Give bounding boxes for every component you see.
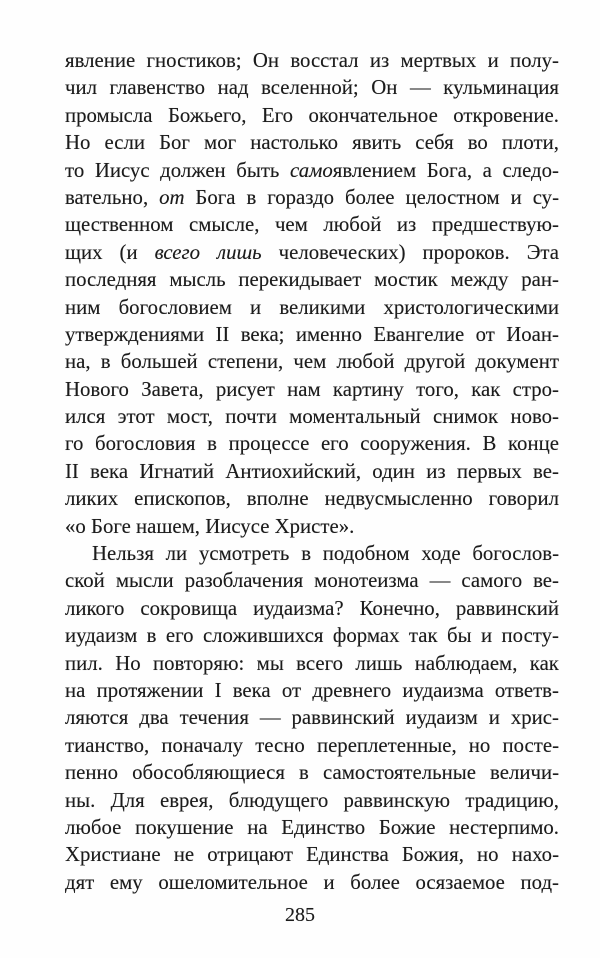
word: Евангелие: [373, 322, 465, 346]
word: два: [139, 706, 169, 730]
word: из: [426, 459, 446, 483]
italic-text: лишь: [217, 240, 262, 264]
text-line: [65, 157, 559, 184]
word: I: [214, 678, 222, 702]
word: христологическими: [383, 295, 559, 319]
word: древнего: [312, 678, 392, 702]
word: ли: [165, 542, 188, 566]
word: наблюдаем,: [414, 651, 518, 675]
word: формах: [332, 624, 400, 648]
word: пророков.: [422, 240, 510, 264]
text-line: [65, 622, 559, 649]
text-line: [65, 47, 559, 74]
word: богословия: [95, 432, 196, 456]
word: ве-: [533, 569, 559, 593]
word: во: [467, 131, 488, 155]
word: следо-: [502, 158, 559, 182]
word: гностиков;: [146, 49, 242, 72]
page-number: 285: [285, 904, 315, 926]
text-line: [65, 567, 559, 594]
word: богословием: [118, 295, 232, 319]
word: первых: [456, 459, 522, 483]
text-line: [65, 787, 559, 814]
word: ран-: [521, 268, 559, 292]
word: [217, 239, 262, 266]
word: Игнатий: [139, 459, 215, 483]
text-line: [65, 403, 559, 430]
word: нестерпимо.: [449, 815, 559, 839]
word: отрицают: [207, 843, 293, 867]
word: более: [344, 185, 395, 209]
word: от: [475, 322, 495, 346]
word: II: [65, 459, 79, 483]
word: повторяю:: [152, 651, 245, 675]
word: раввинский: [455, 596, 559, 620]
word: мысль: [169, 268, 226, 292]
word: гораздо: [267, 185, 335, 209]
word: от: [281, 678, 302, 702]
word: должен: [160, 158, 226, 182]
word: утверждениями: [65, 322, 205, 346]
word: мысли: [115, 569, 174, 593]
word: мостик: [374, 268, 438, 292]
word: именно: [295, 322, 363, 346]
word: недвусмысленно: [324, 487, 473, 511]
word: моментальный: [289, 405, 421, 429]
word: Иисусе: [205, 514, 270, 538]
word: века: [90, 459, 129, 483]
word: промысла: [65, 103, 153, 127]
text-line: [65, 266, 559, 293]
word: Он: [371, 76, 398, 100]
word: посте-: [502, 733, 559, 757]
word: ляются: [65, 706, 129, 730]
word: Христе».: [274, 514, 355, 538]
word: Бога,: [426, 158, 473, 182]
word: над: [217, 76, 249, 100]
text-line: [65, 677, 559, 704]
word: —: [429, 569, 451, 593]
word: этот: [117, 405, 155, 429]
word: ны.: [65, 788, 96, 812]
word: богослов-: [472, 542, 559, 566]
word: и: [487, 49, 499, 72]
word: Иоан-: [506, 322, 559, 346]
word: дят: [65, 870, 95, 894]
word: в: [246, 185, 257, 209]
word: бы: [447, 624, 472, 648]
word: в: [100, 350, 111, 374]
word: восстал: [290, 49, 359, 72]
word: последняя: [65, 268, 157, 292]
word: иудаизм: [405, 706, 478, 730]
word: не: [173, 843, 195, 867]
word: предшествую-: [431, 213, 559, 237]
word: кульминация: [443, 76, 559, 100]
word: щих: [65, 240, 103, 264]
word: Эта: [526, 240, 559, 264]
italic-text: само: [290, 158, 333, 182]
text-line: [65, 129, 559, 156]
word: протяжении: [96, 678, 204, 702]
word: щественном: [65, 213, 174, 237]
word: самого: [461, 569, 523, 593]
text-line: [65, 869, 559, 896]
word: любой: [323, 213, 382, 237]
word: II: [215, 322, 230, 346]
word: целостном: [405, 185, 500, 209]
word: Единство: [281, 815, 366, 839]
word: документ: [475, 350, 559, 374]
word: ошеломительное: [158, 870, 308, 894]
word: величи-: [490, 761, 559, 785]
word: тианство,: [65, 733, 150, 757]
word: тесно: [255, 733, 305, 757]
word: Конечно,: [359, 596, 440, 620]
text-line: [65, 211, 559, 238]
word: чем: [293, 350, 327, 374]
word: Антиохийский,: [225, 459, 362, 483]
word: ликого: [65, 596, 125, 620]
word: иудаизма?: [253, 596, 344, 620]
text-line: [65, 540, 559, 567]
word: Нового: [65, 377, 129, 401]
word: Божие: [378, 815, 436, 839]
word: —: [259, 706, 281, 730]
word: Бога: [195, 185, 236, 209]
word: чем: [274, 213, 308, 237]
word: епископов,: [134, 487, 231, 511]
word: Единства: [306, 843, 389, 867]
word: Его: [261, 103, 294, 127]
text-line: [65, 513, 559, 540]
word: в: [299, 761, 309, 785]
word: и: [323, 870, 335, 894]
word: Нельзя: [92, 542, 154, 566]
word: иудаизма: [402, 678, 484, 702]
word: Боге: [91, 514, 131, 538]
word: пенно: [65, 761, 119, 785]
text-line: [65, 74, 559, 101]
text-line: [65, 759, 559, 786]
word: нахо-: [511, 843, 559, 867]
word: главенство: [109, 76, 206, 100]
text-line: [65, 841, 559, 868]
word: но: [468, 733, 491, 757]
word: мертвых: [400, 49, 477, 72]
word: стро-: [512, 377, 559, 401]
word: человеческих): [278, 240, 406, 264]
text-line: [65, 348, 559, 375]
word: всего: [296, 651, 343, 675]
text-line: [65, 239, 559, 266]
word: еврея,: [159, 788, 214, 812]
word: ился: [65, 405, 106, 429]
word: его: [165, 624, 194, 648]
word: су-: [532, 185, 559, 209]
text-line: [65, 650, 559, 677]
word: более: [350, 870, 400, 894]
word: большей: [120, 350, 198, 374]
word: иудаизм: [65, 624, 138, 648]
word: как: [529, 651, 559, 675]
word: Он: [252, 49, 280, 72]
word: усмотреть: [198, 542, 290, 566]
word: раввинскую: [343, 788, 451, 812]
text-line: [65, 458, 559, 485]
word: Но: [115, 651, 141, 675]
word: осязаемое: [415, 870, 505, 894]
word: лишь: [355, 651, 403, 675]
word: ской: [65, 569, 105, 593]
italic-text: от: [159, 185, 185, 209]
text-line: [65, 704, 559, 731]
word: один: [372, 459, 415, 483]
word: чил: [65, 76, 97, 100]
word: вательно,: [65, 185, 149, 209]
word: Бог: [159, 131, 190, 155]
word: то: [65, 158, 85, 182]
word: ново-: [510, 405, 559, 429]
word: покушение: [135, 815, 234, 839]
word: окончательное: [308, 103, 438, 127]
word: ликих: [65, 487, 119, 511]
word: В: [482, 432, 497, 456]
word: сокровища: [140, 596, 238, 620]
word: мост,: [166, 405, 213, 429]
word: а: [482, 158, 492, 182]
word: Иисус: [94, 158, 150, 182]
text-line: [65, 102, 559, 129]
word: так: [408, 624, 438, 648]
word: самостоятельные: [323, 761, 476, 785]
word: вполне: [246, 487, 309, 511]
word: обособляющиеся: [132, 761, 285, 785]
word: сложившихся: [202, 624, 324, 648]
word: степени,: [207, 350, 284, 374]
word: говорил: [488, 487, 559, 511]
word: нам: [287, 377, 321, 401]
word: [155, 239, 200, 266]
word: как: [471, 377, 501, 401]
word: самоявлением: [290, 158, 417, 182]
word: раввинский: [291, 706, 395, 730]
word: переплетенные,: [316, 733, 457, 757]
text-line: [65, 184, 559, 211]
text-line: [65, 294, 559, 321]
word: сооружения.: [360, 432, 471, 456]
italic-text: всего: [154, 240, 201, 264]
word: смысле,: [188, 213, 260, 237]
word: и: [488, 706, 500, 730]
word: в: [207, 432, 217, 456]
word: ним: [65, 295, 101, 319]
word: [159, 184, 184, 211]
text-line: [65, 376, 559, 403]
word: Христиане: [65, 843, 161, 867]
word: откровение.: [453, 103, 559, 127]
word: явление: [65, 49, 136, 72]
word: в: [146, 624, 157, 648]
word: традицию,: [465, 788, 559, 812]
word: в: [301, 542, 312, 566]
word: из: [396, 213, 417, 237]
word: из: [369, 49, 390, 72]
text-line: [65, 485, 559, 512]
text-line: [65, 321, 559, 348]
word: «о: [65, 514, 86, 538]
word: любой: [336, 350, 395, 374]
word: явить: [352, 131, 402, 155]
word: (и: [119, 240, 138, 264]
word: ве-: [533, 459, 559, 483]
word: ответв-: [494, 678, 559, 702]
word: снимок: [433, 405, 499, 429]
word: на: [65, 678, 86, 702]
word: великими: [279, 295, 366, 319]
word: века: [232, 678, 271, 702]
word: и: [510, 185, 522, 209]
word: того,: [416, 377, 459, 401]
word: и: [480, 624, 493, 648]
word: перекидывает: [238, 268, 362, 292]
word: плоти,: [501, 131, 559, 155]
word: подобном: [322, 542, 410, 566]
word: посту-: [501, 624, 559, 648]
word: процессе: [228, 432, 310, 456]
word: между: [450, 268, 509, 292]
word: вселенной;: [261, 76, 359, 100]
word: любое: [65, 815, 122, 839]
word: на: [247, 815, 268, 839]
word: хрис-: [510, 706, 559, 730]
word: ему: [109, 870, 143, 894]
page-text: [65, 47, 559, 896]
word: монотеизма: [314, 569, 419, 593]
word: но: [477, 843, 499, 867]
word: мог: [204, 131, 237, 155]
word: го: [65, 432, 84, 456]
word: ходе: [421, 542, 461, 566]
word: блюдущего: [228, 788, 329, 812]
word: под-: [520, 870, 559, 894]
word: другой: [404, 350, 466, 374]
word: если: [104, 131, 145, 155]
word: почти: [225, 405, 277, 429]
text-line: [65, 732, 559, 759]
word: поначалу: [161, 733, 244, 757]
word: —: [409, 76, 431, 100]
word: Божьего,: [167, 103, 247, 127]
word: быть: [236, 158, 280, 182]
word: на,: [65, 350, 91, 374]
word: полу-: [510, 49, 559, 72]
word: нашем,: [136, 514, 200, 538]
word: Божия,: [401, 843, 464, 867]
word: конце: [508, 432, 559, 456]
word: века;: [240, 322, 285, 346]
text-line: [65, 595, 559, 622]
word: рисует: [215, 377, 275, 401]
word: разоблачения: [184, 569, 304, 593]
word: картину: [332, 377, 404, 401]
text-line: [65, 814, 559, 841]
word: его: [320, 432, 349, 456]
text-line: [65, 430, 559, 457]
word: пил.: [65, 651, 103, 675]
word: течения: [179, 706, 249, 730]
word: Завета,: [141, 377, 204, 401]
word: себя: [415, 131, 454, 155]
word: Для: [110, 788, 145, 812]
word: Но: [65, 131, 91, 155]
word: мы: [256, 651, 284, 675]
word: настолько: [250, 131, 339, 155]
word: и: [250, 295, 262, 319]
